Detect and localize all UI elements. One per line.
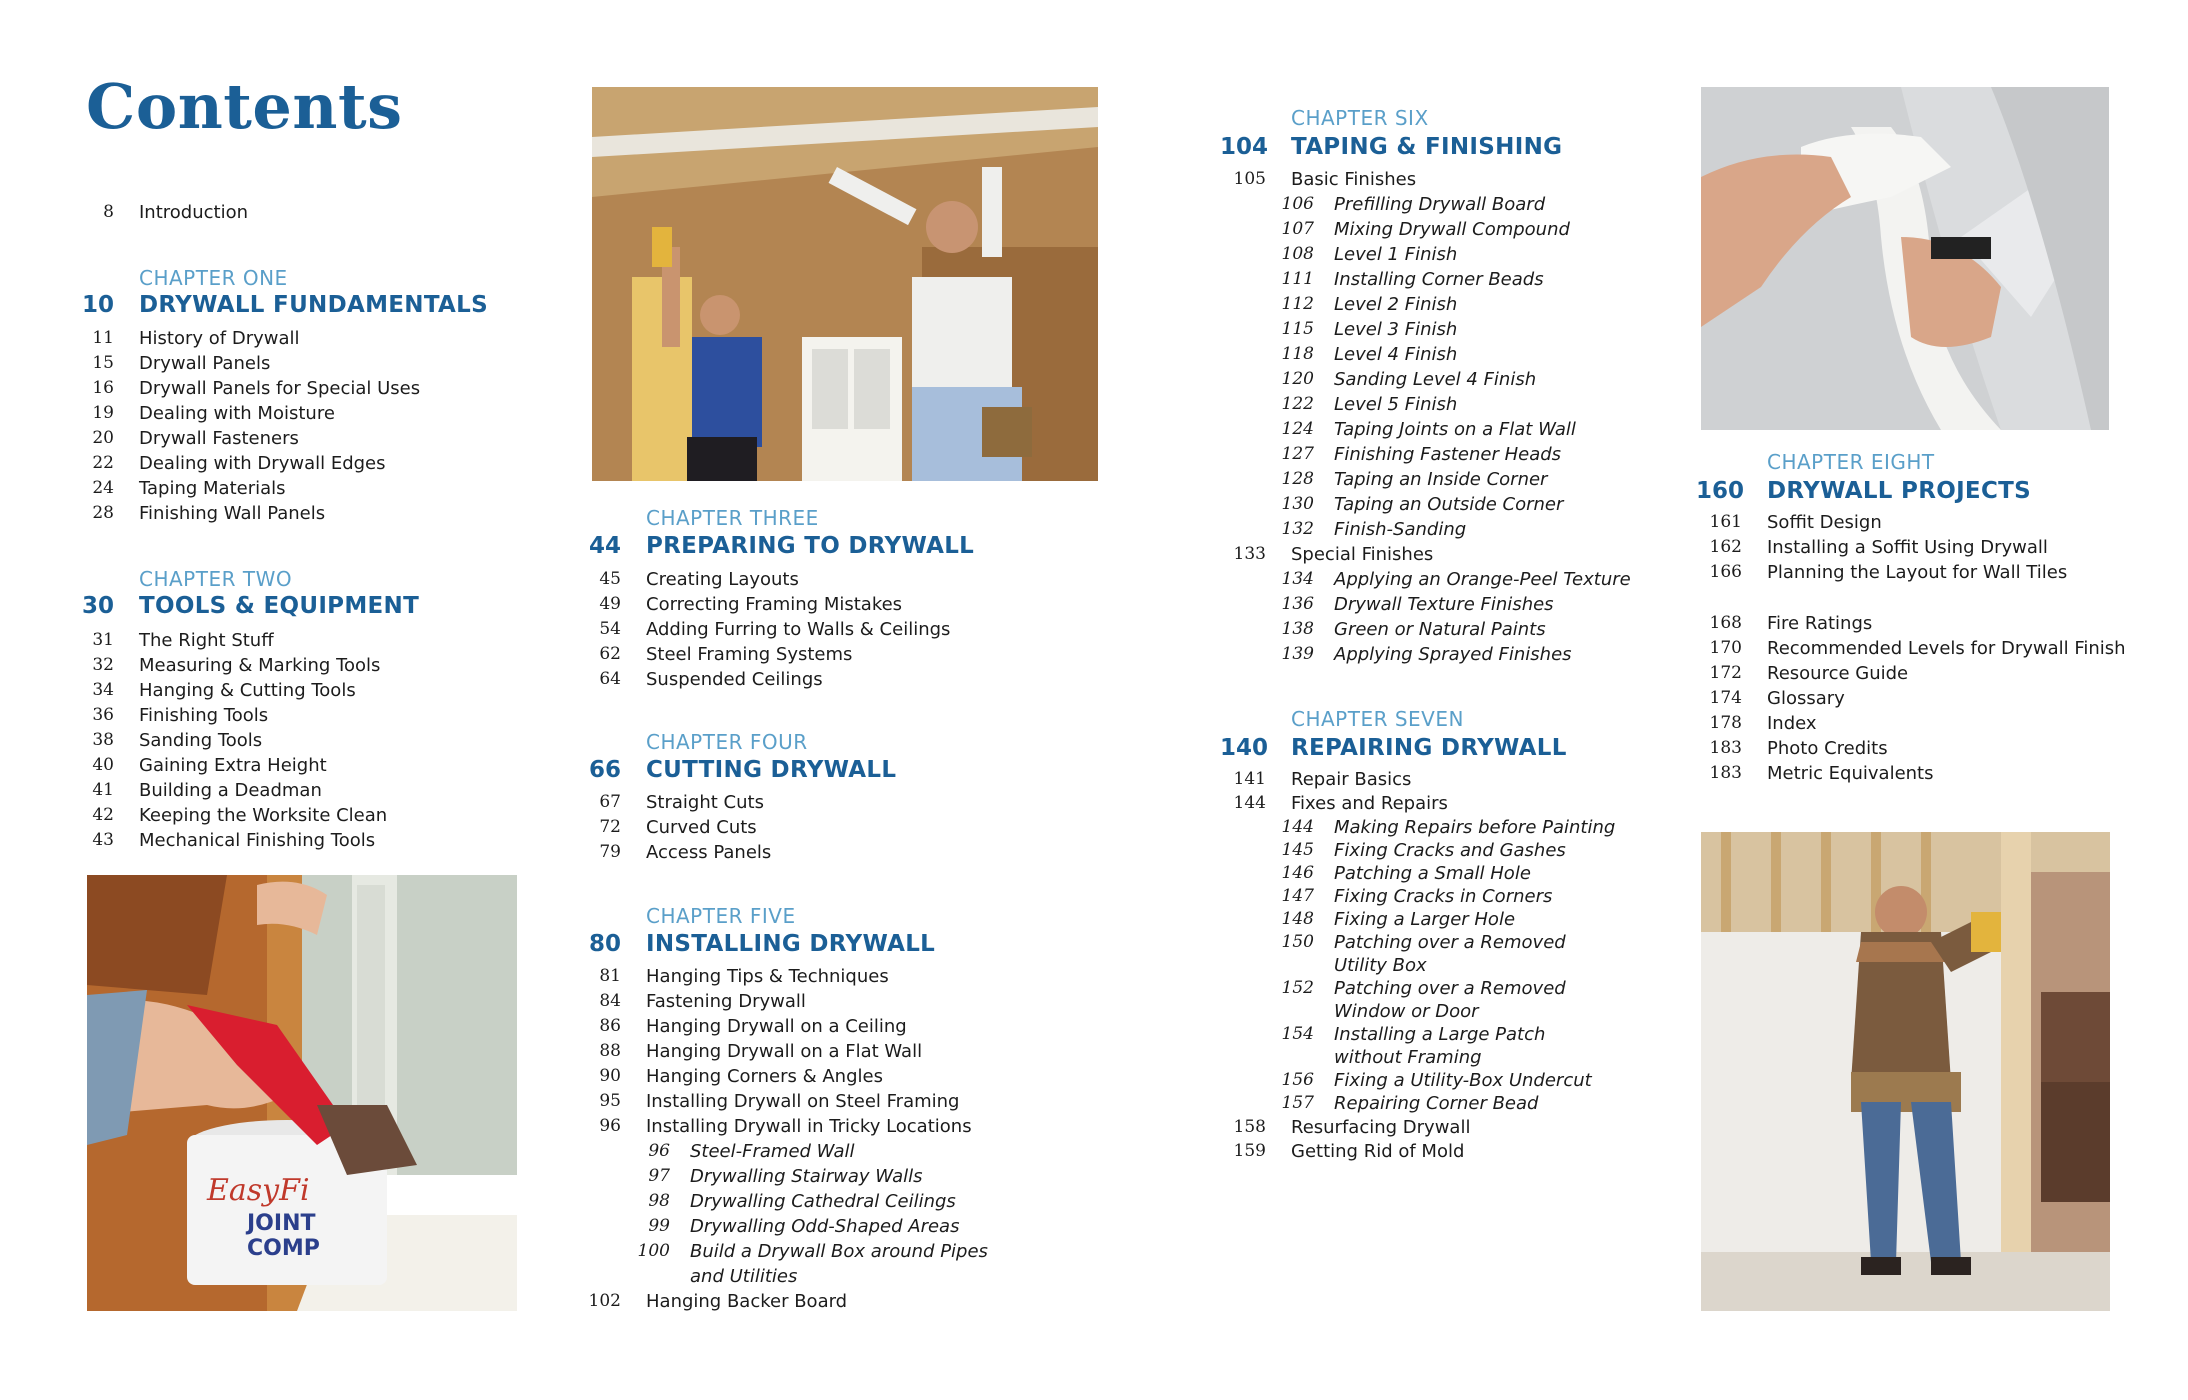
entry-title: Mechanical Finishing Tools — [139, 830, 376, 851]
entry-title: Gaining Extra Height — [139, 755, 327, 776]
entry-title: Level 3 Finish — [1334, 319, 1458, 340]
entry-page: 62 — [599, 644, 621, 664]
entry-title: Repair Basics — [1291, 769, 1412, 790]
entry-title: Patching over a Removed — [1334, 932, 1566, 953]
entry-page: 154 — [1281, 1024, 1314, 1044]
entry-title: Fixing Cracks in Corners — [1334, 886, 1553, 907]
entry-title: Metric Equivalents — [1767, 763, 1934, 784]
entry-page: 130 — [1281, 494, 1314, 514]
entry-page: 124 — [1281, 419, 1314, 439]
entry-page: 108 — [1281, 244, 1314, 264]
entry-title: Finishing Tools — [139, 705, 269, 726]
chapter-page: 10 — [81, 292, 114, 318]
entry-title: Green or Natural Paints — [1334, 619, 1546, 640]
entry-title: Finishing Wall Panels — [139, 503, 326, 524]
entry-title: Steel Framing Systems — [646, 644, 853, 665]
entry-page: 90 — [599, 1066, 621, 1086]
entry-title: Dealing with Drywall Edges — [139, 453, 386, 474]
entry-title: Introduction — [139, 202, 249, 223]
entry-page: 98 — [648, 1191, 670, 1211]
entry-title: Installing Drywall on Steel Framing — [646, 1091, 960, 1112]
entry-page: 157 — [1281, 1093, 1314, 1113]
entry-title: Hanging Tips & Techniques — [646, 966, 889, 987]
entry-title: Basic Finishes — [1291, 169, 1417, 190]
entry-page: 166 — [1709, 562, 1742, 582]
entry-page: 139 — [1281, 644, 1314, 664]
entry-title: Level 1 Finish — [1334, 244, 1458, 265]
entry-title: Taping an Outside Corner — [1334, 494, 1564, 515]
entry-title: Soffit Design — [1767, 512, 1882, 533]
entry-title: Taping Materials — [139, 478, 286, 499]
entry-page: 41 — [92, 780, 114, 800]
entry-page: 145 — [1281, 840, 1314, 860]
entry-title: History of Drywall — [139, 328, 300, 349]
chapter-label: CHAPTER SIX — [1291, 106, 1429, 130]
chapter-label: CHAPTER ONE — [139, 266, 288, 290]
entry-page: 148 — [1281, 909, 1314, 929]
entry-title: Sanding Level 4 Finish — [1334, 369, 1537, 390]
entry-title: Hanging & Cutting Tools — [139, 680, 356, 701]
entry-title: Installing Corner Beads — [1334, 269, 1544, 290]
bucket-label-text: JOINT — [247, 1211, 316, 1236]
entry-title: Patching over a Removed — [1334, 978, 1566, 999]
entry-title: Applying an Orange-Peel Texture — [1334, 569, 1631, 590]
entry-title: Drywall Texture Finishes — [1334, 594, 1554, 615]
entry-title: Hanging Drywall on a Ceiling — [646, 1016, 907, 1037]
entry-page: 38 — [92, 730, 114, 750]
entry-title: Keeping the Worksite Clean — [139, 805, 388, 826]
entry-title: Drywalling Odd-Shaped Areas — [690, 1216, 960, 1237]
entry-page: 40 — [92, 755, 114, 775]
entry-title: Installing a Soffit Using Drywall — [1767, 537, 2048, 558]
entry-page: 99 — [648, 1216, 670, 1236]
entry-title: Finish-Sanding — [1334, 519, 1467, 540]
entry-page: 174 — [1709, 688, 1742, 708]
chapter-title[interactable]: REPAIRING DRYWALL — [1291, 735, 1567, 761]
entry-title: Prefilling Drywall Board — [1334, 194, 1546, 215]
entry-page: 88 — [599, 1041, 621, 1061]
entry-page: 146 — [1281, 863, 1314, 883]
entry-title: Building a Deadman — [139, 780, 322, 801]
entry-page: 49 — [599, 594, 621, 614]
chapter-page: 80 — [588, 931, 621, 957]
chapter-title[interactable]: DRYWALL PROJECTS — [1767, 478, 2031, 504]
entry-title: Dealing with Moisture — [139, 403, 335, 424]
entry-title: Mixing Drywall Compound — [1334, 219, 1570, 240]
entry-page: 170 — [1709, 638, 1742, 658]
entry-page: 183 — [1709, 763, 1742, 783]
entry-page: 132 — [1281, 519, 1314, 539]
chapter-label: CHAPTER SEVEN — [1291, 707, 1464, 731]
entry-title: Fixes and Repairs — [1291, 793, 1448, 814]
entry-page: 100 — [637, 1241, 670, 1261]
entry-page: 64 — [599, 669, 621, 689]
entry-page: 158 — [1233, 1117, 1266, 1137]
entry-page: 15 — [92, 353, 114, 373]
photo-taping-knife-corner — [87, 875, 517, 1311]
entry-title: Hanging Corners & Angles — [646, 1066, 883, 1087]
entry-page: 159 — [1233, 1141, 1266, 1161]
entry-title: Measuring & Marking Tools — [139, 655, 381, 676]
entry-title: Curved Cuts — [646, 817, 757, 838]
chapter-page: 66 — [588, 757, 621, 783]
entry-page: 178 — [1709, 713, 1742, 733]
entry-page: 147 — [1281, 886, 1314, 906]
entry-page: 72 — [599, 817, 621, 837]
entry-title: Repairing Corner Bead — [1334, 1093, 1539, 1114]
chapter-label: CHAPTER FOUR — [646, 730, 808, 754]
entry-page: 141 — [1233, 769, 1266, 789]
entry-title: Getting Rid of Mold — [1291, 1141, 1465, 1162]
chapter-title[interactable]: TOOLS & EQUIPMENT — [139, 593, 420, 619]
entry-page: 8 — [103, 202, 114, 222]
entry-page: 95 — [599, 1091, 621, 1111]
entry-title: The Right Stuff — [139, 630, 274, 651]
chapter-title[interactable]: CUTTING DRYWALL — [646, 757, 897, 783]
entry-title: Straight Cuts — [646, 792, 764, 813]
entry-title: Access Panels — [646, 842, 772, 863]
chapter-label: CHAPTER TWO — [139, 567, 293, 591]
entry-page: 133 — [1233, 544, 1266, 564]
entry-title: Installing Drywall in Tricky Locations — [646, 1116, 972, 1137]
entry-page: 16 — [92, 378, 114, 398]
entry-page: 122 — [1281, 394, 1314, 414]
entry-title: Resurfacing Drywall — [1291, 1117, 1471, 1138]
entry-title: Drywalling Stairway Walls — [690, 1166, 923, 1187]
chapter-page: 30 — [81, 593, 114, 619]
entry-page: 112 — [1281, 294, 1314, 314]
chapter-page: 104 — [1219, 134, 1268, 160]
chapter-page: 44 — [588, 533, 621, 559]
entry-title: Patching a Small Hole — [1334, 863, 1531, 884]
entry-page: 128 — [1281, 469, 1314, 489]
entry-page: 183 — [1709, 738, 1742, 758]
entry-title: Finishing Fastener Heads — [1334, 444, 1562, 465]
entry-page: 172 — [1709, 663, 1742, 683]
entry-title: Fixing a Larger Hole — [1334, 909, 1516, 930]
entry-title: Fire Ratings — [1767, 613, 1873, 634]
entry-title: Installing a Large Patch — [1334, 1024, 1546, 1045]
photo-taping-joint — [1701, 87, 2109, 430]
entry-title: Utility Box — [1334, 955, 1427, 976]
entry-title: Fixing Cracks and Gashes — [1334, 840, 1566, 861]
entry-title: Sanding Tools — [139, 730, 263, 751]
entry-page: 19 — [92, 403, 114, 423]
entry-page: 81 — [599, 966, 621, 986]
chapter-title[interactable]: DRYWALL FUNDAMENTALS — [139, 292, 488, 318]
entry-page: 111 — [1281, 269, 1314, 289]
entry-title: Drywall Panels for Special Uses — [139, 378, 421, 399]
entry-title: Build a Drywall Box around Pipes — [690, 1241, 988, 1262]
photo-ceiling-install — [592, 87, 1098, 481]
entry-page: 28 — [92, 503, 114, 523]
chapter-label: CHAPTER FIVE — [646, 904, 796, 928]
entry-title: Resource Guide — [1767, 663, 1909, 684]
entry-title: Level 4 Finish — [1334, 344, 1458, 365]
entry-page: 106 — [1281, 194, 1314, 214]
entry-title: Steel-Framed Wall — [690, 1141, 855, 1162]
entry-page: 152 — [1281, 978, 1314, 998]
entry-title: Correcting Framing Mistakes — [646, 594, 903, 615]
entry-page: 11 — [92, 328, 114, 348]
entry-page: 118 — [1281, 344, 1314, 364]
page-title: Contents — [86, 70, 403, 143]
entry-page: 156 — [1281, 1070, 1314, 1090]
entry-title: Fastening Drywall — [646, 991, 806, 1012]
entry-page: 127 — [1281, 444, 1314, 464]
entry-title: and Utilities — [690, 1266, 798, 1287]
entry-page: 138 — [1281, 619, 1314, 639]
entry-page: 36 — [92, 705, 114, 725]
entry-title: Recommended Levels for Drywall Finish — [1767, 638, 2126, 659]
entry-title: Drywalling Cathedral Ceilings — [690, 1191, 956, 1212]
entry-page: 22 — [92, 453, 114, 473]
entry-title: Making Repairs before Painting — [1334, 817, 1616, 838]
entry-page: 105 — [1233, 169, 1266, 189]
entry-page: 96 — [599, 1116, 621, 1136]
entry-page: 136 — [1281, 594, 1314, 614]
entry-title: Planning the Layout for Wall Tiles — [1767, 562, 2068, 583]
chapter-label: CHAPTER EIGHT — [1767, 450, 1935, 474]
entry-page: 43 — [92, 830, 114, 850]
entry-page: 102 — [588, 1291, 621, 1311]
entry-page: 24 — [92, 478, 114, 498]
entry-page: 54 — [599, 619, 621, 639]
entry-title: Drywall Panels — [139, 353, 271, 374]
entry-page: 96 — [648, 1141, 670, 1161]
entry-page: 67 — [599, 792, 621, 812]
entry-page: 162 — [1709, 537, 1742, 557]
entry-title: without Framing — [1334, 1047, 1482, 1068]
entry-title: Creating Layouts — [646, 569, 799, 590]
entry-page: 168 — [1709, 613, 1742, 633]
entry-page: 79 — [599, 842, 621, 862]
entry-title: Fixing a Utility-Box Undercut — [1334, 1070, 1592, 1091]
entry-title: Level 2 Finish — [1334, 294, 1458, 315]
entry-page: 134 — [1281, 569, 1314, 589]
entry-title: Hanging Drywall on a Flat Wall — [646, 1041, 923, 1062]
entry-title: Taping an Inside Corner — [1334, 469, 1548, 490]
entry-title: Window or Door — [1334, 1001, 1479, 1022]
entry-page: 45 — [599, 569, 621, 589]
entry-page: 31 — [92, 630, 114, 650]
entry-title: Level 5 Finish — [1334, 394, 1458, 415]
entry-page: 115 — [1281, 319, 1314, 339]
entry-page: 20 — [92, 428, 114, 448]
chapter-title[interactable]: PREPARING TO DRYWALL — [646, 533, 975, 559]
entry-title: Drywall Fasteners — [139, 428, 299, 449]
entry-title: Glossary — [1767, 688, 1845, 709]
entry-page: 107 — [1281, 219, 1314, 239]
entry-page: 144 — [1233, 793, 1266, 813]
entry-page: 84 — [599, 991, 621, 1011]
entry-title: Adding Furring to Walls & Ceilings — [646, 619, 951, 640]
chapter-label: CHAPTER THREE — [646, 506, 819, 530]
entry-page: 97 — [648, 1166, 670, 1186]
chapter-title[interactable]: TAPING & FINISHING — [1291, 134, 1563, 160]
entry-page: 150 — [1281, 932, 1314, 952]
entry-page: 161 — [1709, 512, 1742, 532]
chapter-page: 140 — [1219, 735, 1268, 761]
entry-title: Photo Credits — [1767, 738, 1888, 759]
entry-page: 120 — [1281, 369, 1314, 389]
entry-title: Suspended Ceilings — [646, 669, 823, 690]
entry-title: Applying Sprayed Finishes — [1334, 644, 1572, 665]
entry-title: Index — [1767, 713, 1817, 734]
bucket-brand-text: EasyFi — [207, 1173, 310, 1208]
bucket-label-text: COMP — [247, 1236, 320, 1261]
chapter-page: 160 — [1695, 478, 1744, 504]
entry-title: Special Finishes — [1291, 544, 1434, 565]
entry-page: 42 — [92, 805, 114, 825]
entry-page: 34 — [92, 680, 114, 700]
entry-page: 86 — [599, 1016, 621, 1036]
entry-title: Hanging Backer Board — [646, 1291, 848, 1312]
entry-page: 32 — [92, 655, 114, 675]
entry-page: 144 — [1281, 817, 1314, 837]
entry-title: Taping Joints on a Flat Wall — [1334, 419, 1576, 440]
chapter-title[interactable]: INSTALLING DRYWALL — [646, 931, 936, 957]
photo-wall-install — [1701, 832, 2110, 1311]
